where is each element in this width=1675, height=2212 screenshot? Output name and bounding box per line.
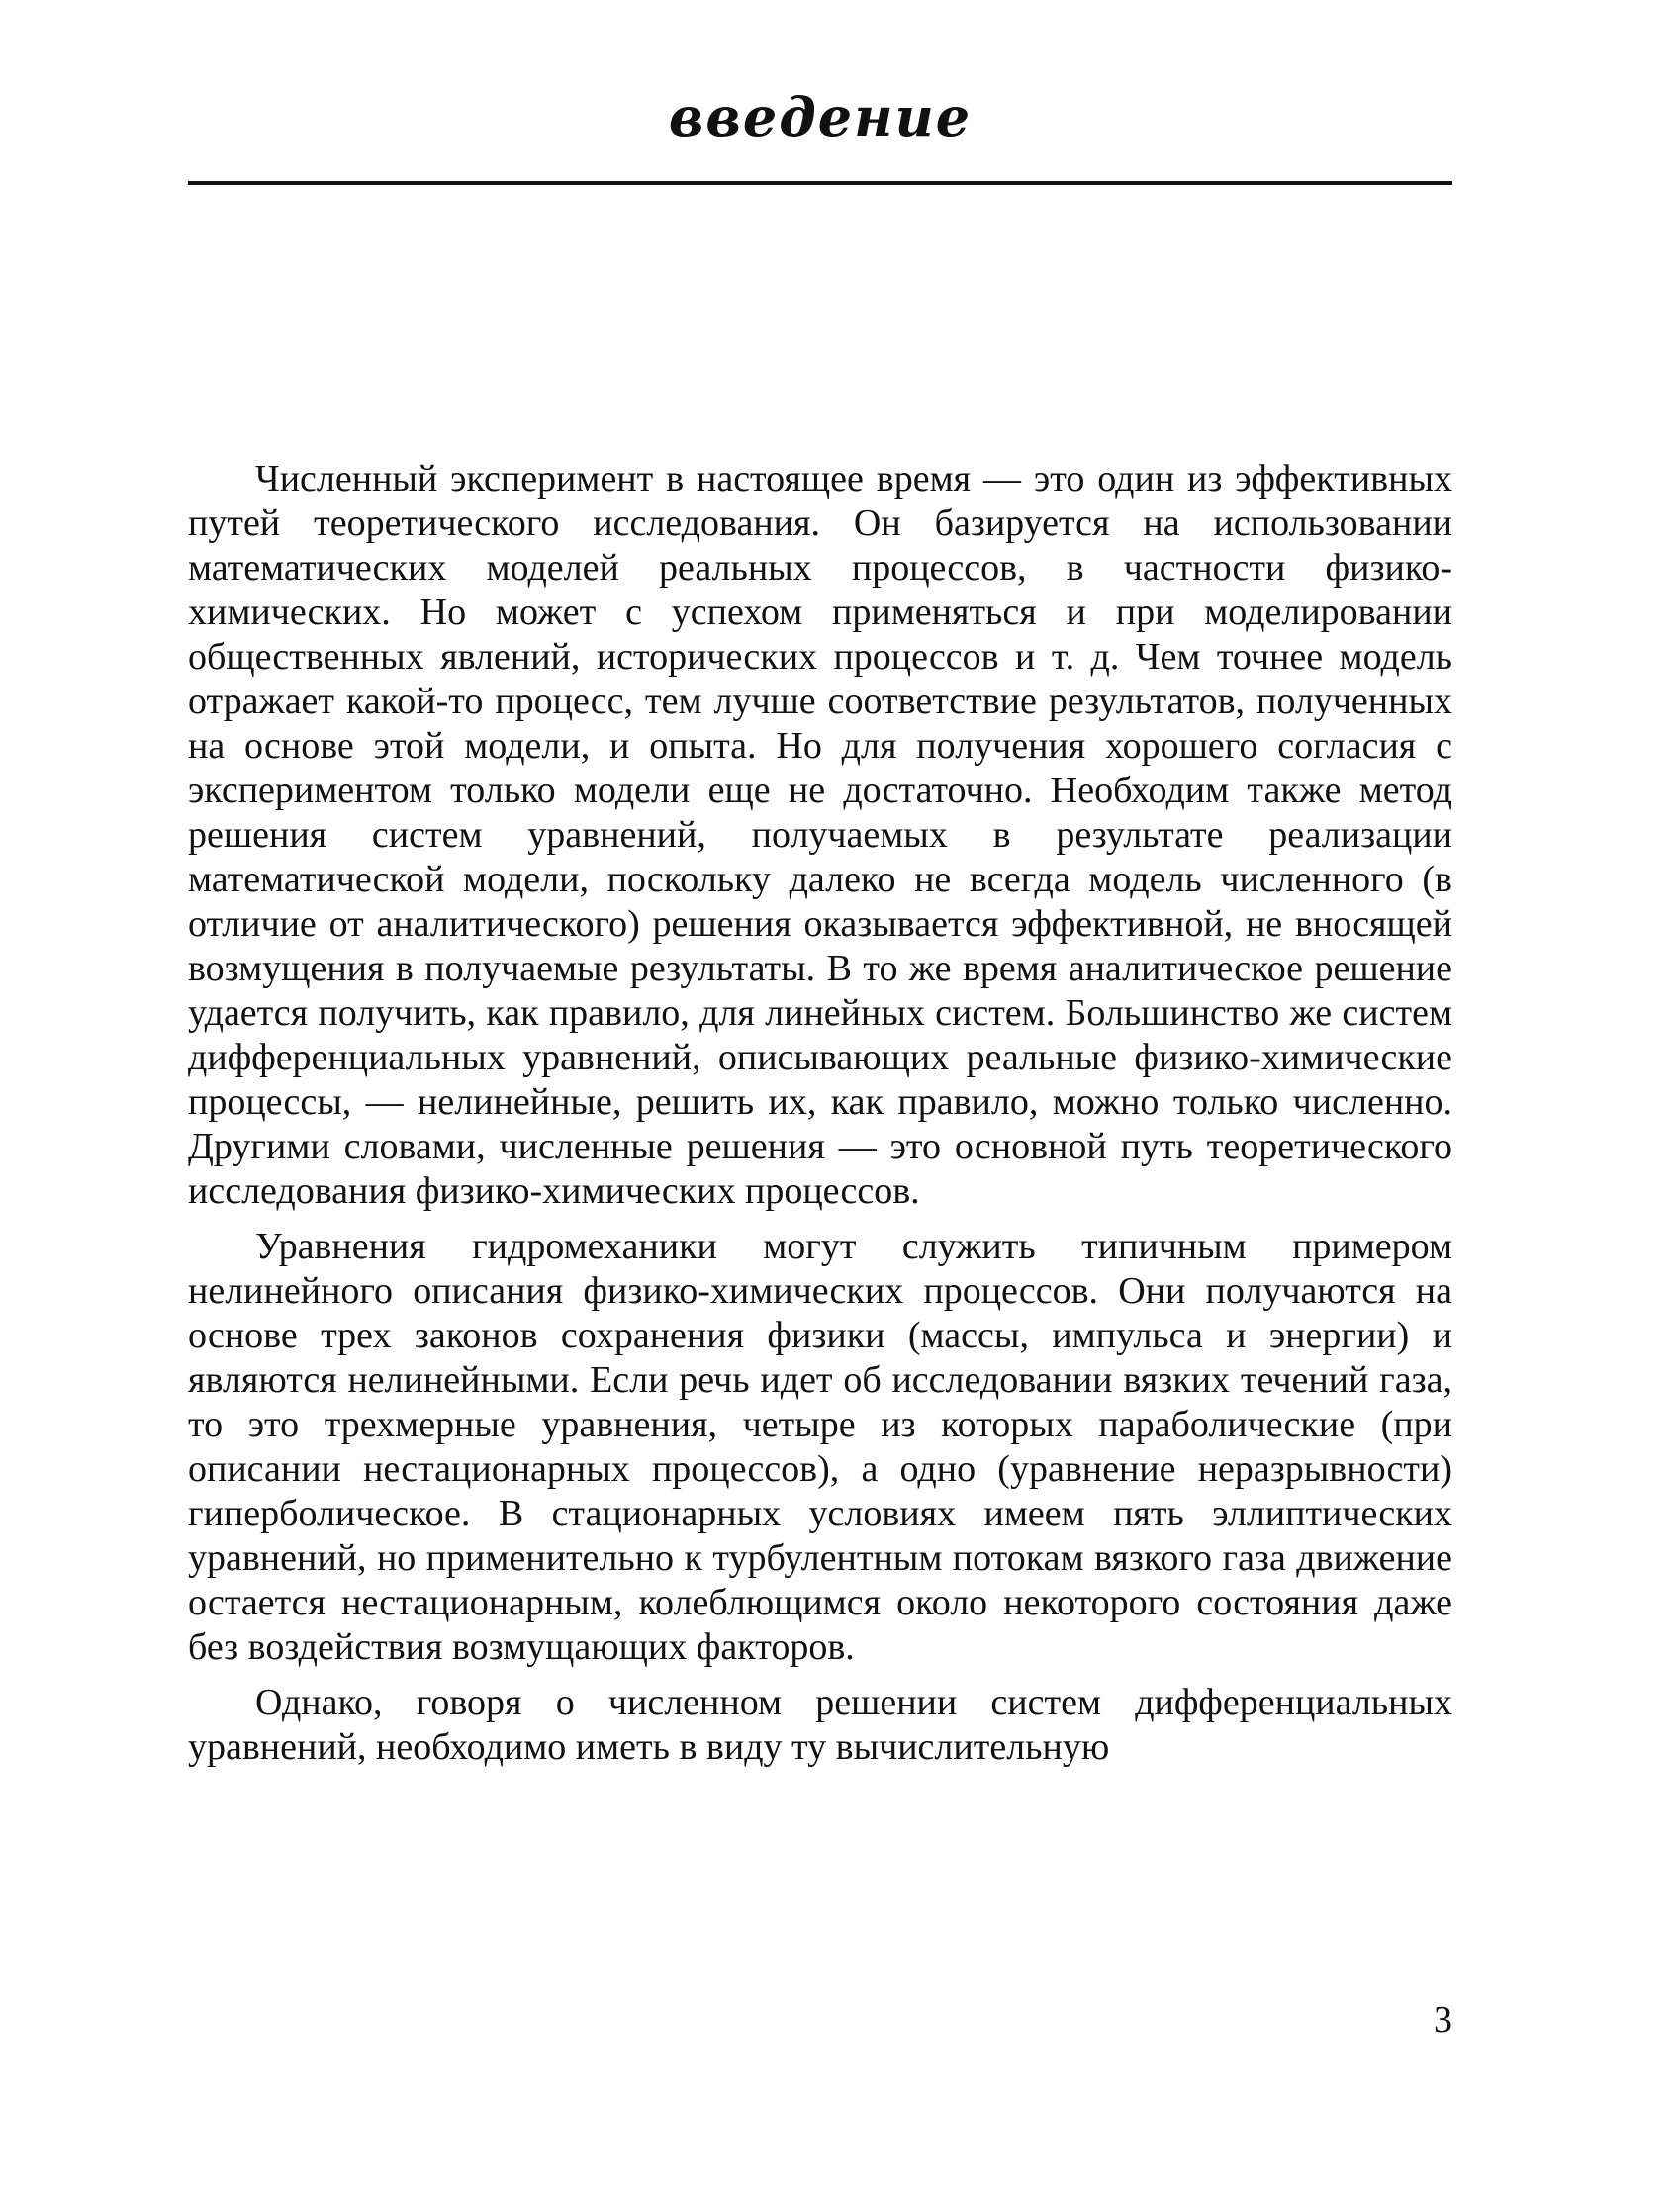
paragraph-3: Однако, говоря о численном решении систем дифференциальных уравнений, необходимо иметь в виду ту вычислительную xyxy=(188,1682,1452,1768)
paragraph-2: Уравнения гидромеханики могут служить типичным примером нелинейного описания физико-химических процессов. Они получаются на основе трех законов сохранения физики (массы, импульса и энергии) и являются нелинейными. Если речь идет об исследовании вязких течений газа, то это трехмерные уравнения, четыре из которых параболические (при описании нестационарных процессов), а одно (уравнение неразрывности) гиперболическое. В стационарных условиях имеем пять эллиптических уравнений, но применительно к турбулентным потокам вязкого газа движение остается нестационарным, колеблющимся около некоторого состояния даже без воздействия возмущающих факторов. xyxy=(188,1226,1452,1668)
header-divider xyxy=(188,181,1452,185)
page-number: 3 xyxy=(1434,1999,1452,2041)
paragraph-1: Численный эксперимент в настоящее время — это один из эффективных путей теоретического исследования. Он базируется на использовании математических моделей реальных процессов, в частности физико-химических. Но может с успехом применяться и при моделировании общественных явлений, исторических процессов и т. д. Чем точнее модель отражает какой-то процесс, тем лучше соответствие результатов, полученных на основе этой модели, и опыта. Но для получения хорошего согласия с экспериментом только модели еще не достаточно. Необходим также метод решения систем уравнений, получаемых в результате реализации математической модели, поскольку далеко не всегда модель численного (в отличие от аналитического) решения оказывается эффективной, не вносящей возмущения в получаемые результаты. В то же время аналитическое решение удается получить, как правило, для линейных систем. Большинство же систем дифференциальных уравнений, описывающих реальные физико-химические процессы, — нелинейные, решить их, как правило, можно только численно. Другими словами, численные решения — это основной путь теоретического исследования физико-химических процессов. xyxy=(188,458,1452,1212)
body-text xyxy=(188,457,1452,1781)
page-header xyxy=(188,87,1452,146)
chapter-title: введение xyxy=(668,85,973,148)
